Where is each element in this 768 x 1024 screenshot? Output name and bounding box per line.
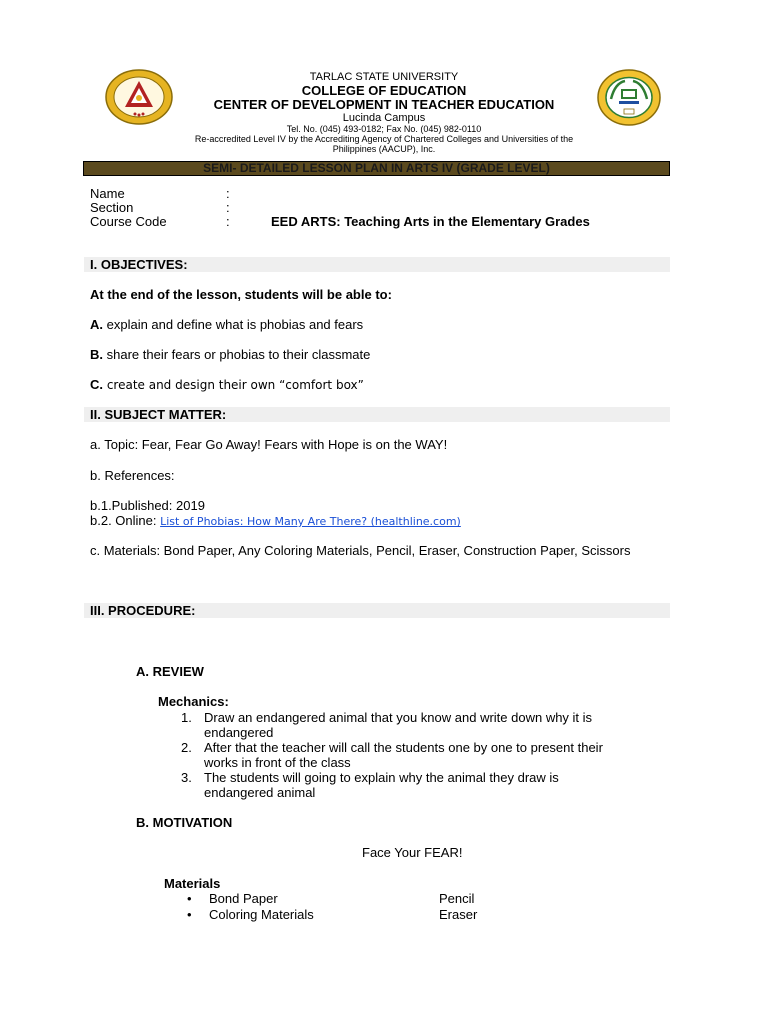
section-colon: :: [226, 200, 230, 215]
college-name: COLLEGE OF EDUCATION: [301, 83, 467, 98]
objective-letter: C.: [90, 377, 103, 392]
step-1-line-2: endangered: [204, 725, 274, 740]
step-number: 3.: [181, 770, 192, 785]
step-3-line-2: endangered animal: [204, 785, 316, 800]
healthline-link[interactable]: List of Phobias: How Many Are There? (healthline.com): [160, 515, 461, 528]
section-label: Section: [90, 200, 134, 215]
step-2-line-2: works in front of the class: [204, 755, 351, 770]
objective-text: share their fears or phobias to their classmate: [103, 347, 371, 362]
material-item: Eraser: [439, 907, 478, 922]
references-label: b. References:: [90, 468, 175, 483]
step-number: 2.: [181, 740, 192, 755]
objective-item-b: [90, 347, 370, 362]
objective-text: create and design their own “comfort box”: [103, 378, 364, 392]
online-reference: [90, 513, 461, 528]
course-code-colon: :: [226, 214, 230, 229]
material-item: Bond Paper: [209, 891, 278, 906]
lesson-plan-title: SEMI- DETAILED LESSON PLAN IN ARTS IV (GRADE LEVEL): [203, 161, 550, 175]
bullet-icon: •: [187, 907, 192, 922]
procedure-heading: III. PROCEDURE:: [90, 603, 196, 618]
motivation-heading: B. MOTIVATION: [136, 815, 233, 830]
university-name: TARLAC STATE UNIVERSITY: [309, 71, 459, 83]
materials-label: Materials: [164, 876, 221, 891]
campus-name: Lucinda Campus: [342, 112, 426, 124]
activity-title: Face Your FEAR!: [362, 845, 463, 860]
bullet-icon: •: [187, 891, 192, 906]
objective-text: explain and define what is phobias and fears: [103, 317, 364, 332]
material-item: Pencil: [439, 891, 475, 906]
step-number: 1.: [181, 710, 192, 725]
objective-item-c: [90, 377, 364, 392]
accreditation-line-1: Re-accredited Level IV by the Accrediting Agency of Chartered Colleges and Universities of the: [194, 134, 574, 144]
step-1-line-1: Draw an endangered animal that you know and write down why it is: [204, 710, 593, 725]
objective-letter: A.: [90, 317, 103, 332]
topic-line: a. Topic: Fear, Fear Go Away! Fears with Hope is on the WAY!: [90, 437, 448, 452]
objective-letter: B.: [90, 347, 103, 362]
objective-item-a: [90, 317, 363, 332]
subject-matter-heading: II. SUBJECT MATTER:: [90, 407, 227, 422]
step-3-line-1: The students will going to explain why the animal they draw is: [204, 770, 559, 785]
center-name: CENTER OF DEVELOPMENT IN TEACHER EDUCATION: [213, 97, 555, 112]
materials-line: c. Materials: Bond Paper, Any Coloring Materials, Pencil, Eraser, Construction Paper, Scissors: [90, 543, 631, 558]
lesson-plan-title-banner: [83, 161, 670, 176]
name-label: Name: [90, 186, 125, 201]
contact-info: Tel. No. (045) 493-0182; Fax No. (045) 982-0110: [286, 124, 482, 134]
material-item: Coloring Materials: [209, 907, 314, 922]
published-reference: b.1.Published: 2019: [90, 498, 205, 513]
course-code-value: EED ARTS: Teaching Arts in the Elementary Grades: [271, 214, 590, 229]
name-colon: :: [226, 186, 230, 201]
accreditation-line-2: Philippines (AACUP), Inc.: [332, 144, 436, 154]
course-code-label: Course Code: [90, 214, 167, 229]
mechanics-label: Mechanics:: [158, 694, 229, 709]
review-heading: A. REVIEW: [136, 664, 204, 679]
objectives-intro: At the end of the lesson, students will be able to:: [90, 287, 392, 302]
step-2-line-1: After that the teacher will call the students one by one to present their: [204, 740, 603, 755]
online-label: b.2. Online:: [90, 513, 161, 528]
objectives-heading: I. OBJECTIVES:: [90, 257, 188, 272]
